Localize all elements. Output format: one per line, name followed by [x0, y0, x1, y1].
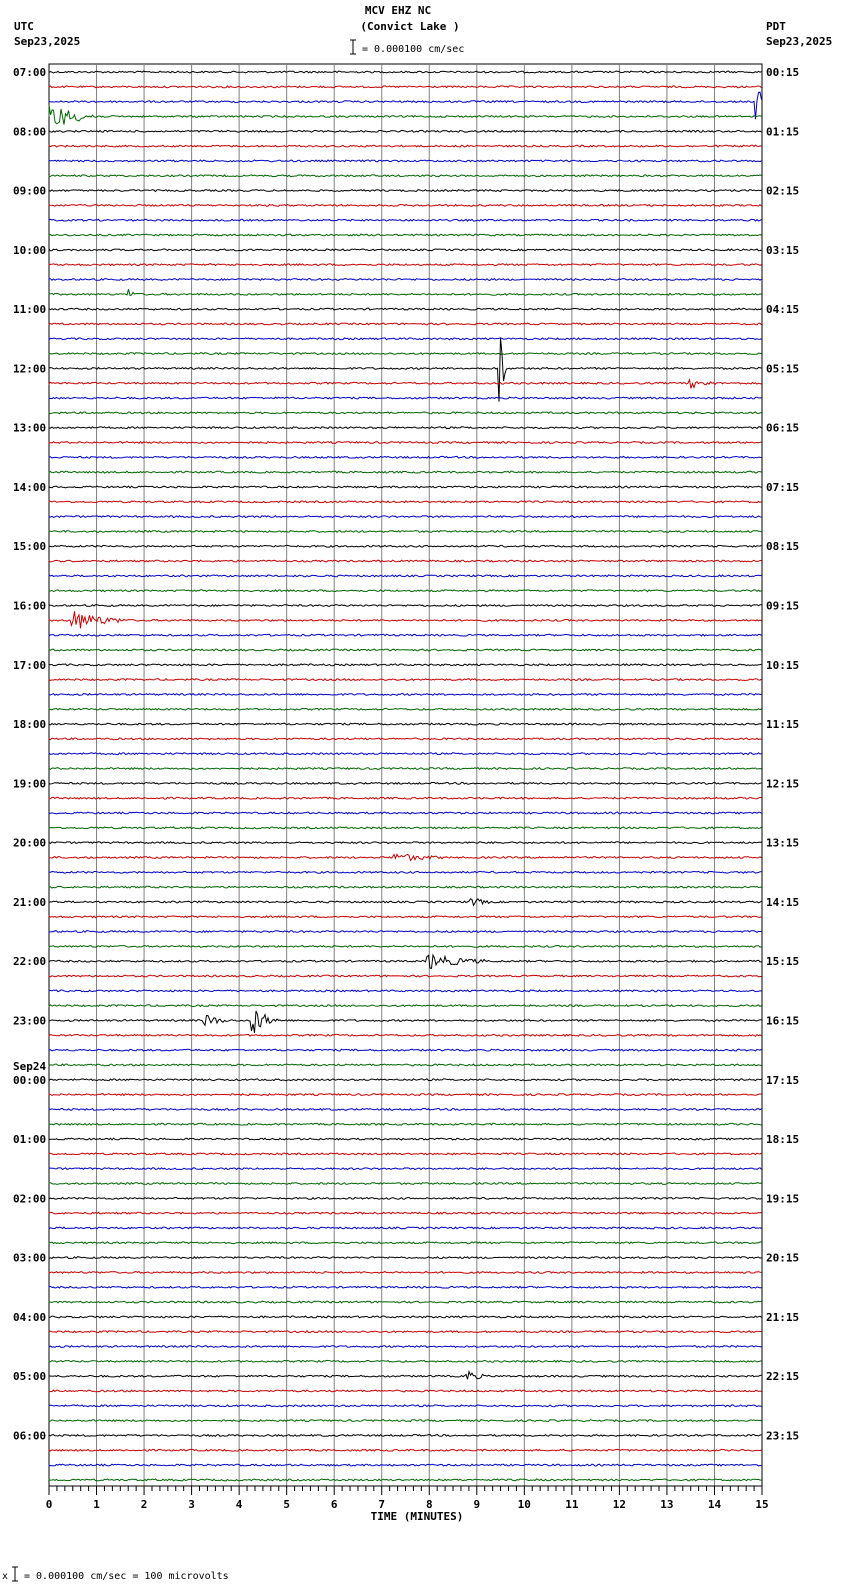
trace-row — [49, 279, 762, 281]
trace-row — [49, 1449, 762, 1451]
utc-hour-label: 20:00 — [13, 836, 47, 850]
trace-row — [49, 1464, 762, 1466]
pdt-hour-label: 02:15 — [766, 184, 800, 198]
utc-hour-label: 19:00 — [13, 777, 47, 791]
pdt-hour-label: 09:15 — [766, 599, 800, 613]
trace-row — [49, 190, 762, 192]
trace-row — [49, 412, 762, 414]
trace-row — [49, 1168, 762, 1170]
trace-row — [49, 308, 762, 310]
pdt-hour-label: 06:15 — [766, 421, 800, 435]
pdt-hour-label: 19:15 — [766, 1192, 800, 1206]
trace-row — [49, 783, 762, 785]
x-tick-label: 10 — [517, 1498, 531, 1511]
trace-row — [49, 723, 762, 725]
trace-row — [49, 1109, 762, 1111]
x-tick-label: 11 — [565, 1498, 579, 1511]
trace-row — [49, 380, 762, 389]
right-timezone: PDT — [766, 20, 786, 33]
trace-row — [49, 886, 762, 888]
pdt-hour-label: 05:15 — [766, 362, 800, 376]
utc-hour-labels — [13, 66, 46, 1442]
utc-hour-label: 07:00 — [13, 66, 47, 79]
pdt-hour-label: 12:15 — [766, 777, 800, 791]
trace-row — [49, 353, 762, 355]
trace-row — [49, 531, 762, 533]
trace-row — [49, 105, 762, 125]
pdt-hour-label: 11:15 — [766, 718, 800, 732]
trace-row — [49, 264, 762, 266]
trace-row — [49, 1479, 762, 1481]
trace-row — [49, 899, 762, 906]
x-axis-label: TIME (MINUTES) — [370, 1510, 464, 1523]
trace-row — [49, 427, 762, 429]
trace-row — [49, 975, 762, 977]
trace-row — [49, 1227, 762, 1229]
utc-hour-label: 11:00 — [13, 303, 47, 317]
trace-row — [49, 1212, 762, 1214]
trace-row — [49, 1123, 762, 1125]
trace-row — [49, 1372, 762, 1380]
trace-row — [49, 1138, 762, 1140]
utc-hour-label: 21:00 — [13, 895, 47, 909]
pdt-hour-label: 10:15 — [766, 658, 800, 672]
x-tick-label: 14 — [707, 1498, 722, 1511]
trace-row — [49, 1390, 762, 1392]
x-tick-label: 4 — [235, 1498, 243, 1511]
trace-row — [49, 160, 762, 162]
pdt-hour-label: 01:15 — [766, 125, 800, 139]
trace-row — [49, 338, 762, 402]
trace-row — [49, 611, 762, 628]
pdt-hour-label: 21:15 — [766, 1310, 800, 1324]
trace-row — [49, 1346, 762, 1348]
trace-row — [49, 1153, 762, 1155]
trace-row — [49, 649, 762, 651]
scale-bar-icon — [350, 40, 356, 54]
pdt-hour-label: 04:15 — [766, 303, 800, 317]
trace-row — [49, 797, 762, 799]
utc-hour-label: 13:00 — [13, 421, 47, 435]
pdt-hour-label: 03:15 — [766, 243, 800, 257]
utc-hour-label: 14:00 — [13, 481, 47, 494]
trace-row — [49, 205, 762, 207]
time-axis — [46, 1486, 769, 1511]
trace-row — [49, 854, 762, 860]
trace-row — [49, 1301, 762, 1303]
trace-row — [49, 1049, 762, 1051]
utc-hour-label: 18:00 — [13, 718, 47, 732]
trace-row — [49, 486, 762, 488]
trace-row — [49, 812, 762, 814]
trace-row — [49, 708, 762, 710]
trace-row — [49, 634, 762, 636]
pdt-hour-label: 23:15 — [766, 1429, 800, 1443]
trace-row — [49, 516, 762, 518]
utc-hour-label: 00:00 — [13, 1073, 47, 1087]
trace-row — [49, 501, 762, 503]
x-tick-label: 3 — [188, 1498, 195, 1511]
trace-row — [49, 442, 762, 444]
trace-row — [49, 694, 762, 696]
utc-hour-label: 04:00 — [13, 1310, 47, 1324]
trace-row — [49, 1034, 762, 1036]
pdt-hour-label: 13:15 — [766, 836, 800, 850]
trace-row — [49, 1316, 762, 1318]
pdt-hour-label: 00:15 — [766, 66, 800, 79]
x-tick-label: 5 — [283, 1498, 291, 1511]
left-timezone: UTC — [14, 20, 34, 33]
pdt-hour-label: 18:15 — [766, 1133, 800, 1146]
trace-row — [49, 1331, 762, 1333]
trace-row — [49, 871, 762, 873]
utc-hour-label: 05:00 — [13, 1370, 47, 1384]
date-change-label: Sep24 — [13, 1059, 47, 1073]
trace-row — [49, 1435, 762, 1437]
trace-row — [49, 590, 762, 592]
utc-hour-label: 12:00 — [13, 362, 47, 376]
trace-row — [49, 1360, 762, 1362]
x-tick-label: 6 — [330, 1498, 338, 1511]
trace-row — [49, 679, 762, 681]
trace-row — [49, 1094, 762, 1096]
trace-row — [49, 1405, 762, 1407]
trace-row — [49, 1257, 762, 1259]
footer-scale-label: = 0.000100 cm/sec = 100 microvolts — [24, 1571, 229, 1582]
trace-row — [49, 145, 762, 147]
x-tick-label: 12 — [612, 1498, 627, 1511]
trace-row — [49, 1272, 762, 1274]
trace-row — [49, 768, 762, 770]
pdt-hour-label: 15:15 — [766, 955, 800, 969]
trace-row — [49, 955, 762, 968]
utc-hour-label: 02:00 — [13, 1192, 47, 1206]
x-tick-label: 15 — [755, 1498, 769, 1511]
utc-hour-label: 17:00 — [13, 658, 47, 672]
x-tick-label: 1 — [93, 1498, 100, 1511]
trace-row — [49, 71, 762, 73]
utc-hour-label: 01:00 — [13, 1133, 47, 1146]
utc-hour-label: 16:00 — [13, 599, 47, 613]
x-tick-label: 0 — [45, 1498, 53, 1511]
trace-row — [49, 575, 762, 577]
trace-rows — [49, 71, 762, 1481]
utc-hour-label: 03:00 — [13, 1251, 47, 1265]
trace-row — [49, 1197, 762, 1199]
trace-row — [49, 842, 762, 844]
trace-row — [49, 86, 762, 88]
trace-row — [49, 1242, 762, 1244]
pdt-hour-label: 14:15 — [766, 895, 800, 909]
trace-row — [49, 916, 762, 918]
trace-row — [49, 234, 762, 236]
trace-row — [49, 249, 762, 251]
pdt-hour-label: 07:15 — [766, 481, 800, 494]
pdt-hour-labels — [766, 66, 799, 1442]
trace-row — [49, 1011, 762, 1033]
trace-row — [49, 471, 762, 473]
trace-row — [49, 545, 762, 547]
trace-row — [49, 1183, 762, 1185]
station-location: (Convict Lake ) — [360, 20, 460, 33]
trace-row — [49, 946, 762, 948]
x-tick-label: 9 — [473, 1498, 481, 1511]
utc-hour-label: 08:00 — [13, 125, 47, 139]
station-title: MCV EHZ NC — [364, 4, 432, 17]
trace-row — [49, 560, 762, 562]
trace-row — [49, 827, 762, 829]
trace-row — [49, 931, 762, 933]
utc-hour-label: 23:00 — [13, 1014, 47, 1028]
trace-row — [49, 738, 762, 740]
trace-row — [49, 753, 762, 755]
utc-hour-label: 22:00 — [13, 955, 47, 969]
trace-row — [49, 289, 762, 295]
x-tick-label: 2 — [140, 1498, 148, 1511]
x-tick-label: 8 — [425, 1498, 433, 1511]
x-tick-label: 7 — [378, 1498, 386, 1511]
pdt-hour-label: 22:15 — [766, 1370, 800, 1384]
trace-row — [49, 397, 762, 399]
left-date: Sep23,2025 — [14, 35, 81, 48]
pdt-hour-label: 17:15 — [766, 1073, 800, 1087]
utc-hour-label: 06:00 — [13, 1429, 47, 1443]
trace-row — [49, 175, 762, 177]
footer-scale-bar-icon — [12, 1567, 18, 1581]
trace-row — [49, 338, 762, 340]
pdt-hour-label: 08:15 — [766, 540, 800, 554]
x-tick-label: 13 — [660, 1498, 674, 1511]
trace-row — [49, 1286, 762, 1288]
trace-row — [49, 130, 762, 132]
trace-row — [49, 456, 762, 458]
right-date: Sep23,2025 — [766, 35, 833, 48]
trace-row — [49, 1064, 762, 1066]
footer-scale-prefix: x — [2, 1571, 9, 1582]
trace-row — [49, 92, 762, 119]
utc-hour-label: 09:00 — [13, 184, 47, 198]
trace-row — [49, 1079, 762, 1081]
utc-hour-label: 10:00 — [13, 243, 47, 257]
trace-row — [49, 605, 762, 607]
trace-row — [49, 219, 762, 221]
trace-row — [49, 1005, 762, 1007]
pdt-hour-label: 20:15 — [766, 1251, 800, 1265]
trace-row — [49, 323, 762, 325]
trace-row — [49, 990, 762, 992]
pdt-hour-label: 16:15 — [766, 1014, 800, 1028]
utc-hour-label: 15:00 — [13, 540, 47, 554]
scale-label: = 0.000100 cm/sec — [362, 44, 465, 55]
trace-row — [49, 664, 762, 666]
trace-row — [49, 1420, 762, 1422]
